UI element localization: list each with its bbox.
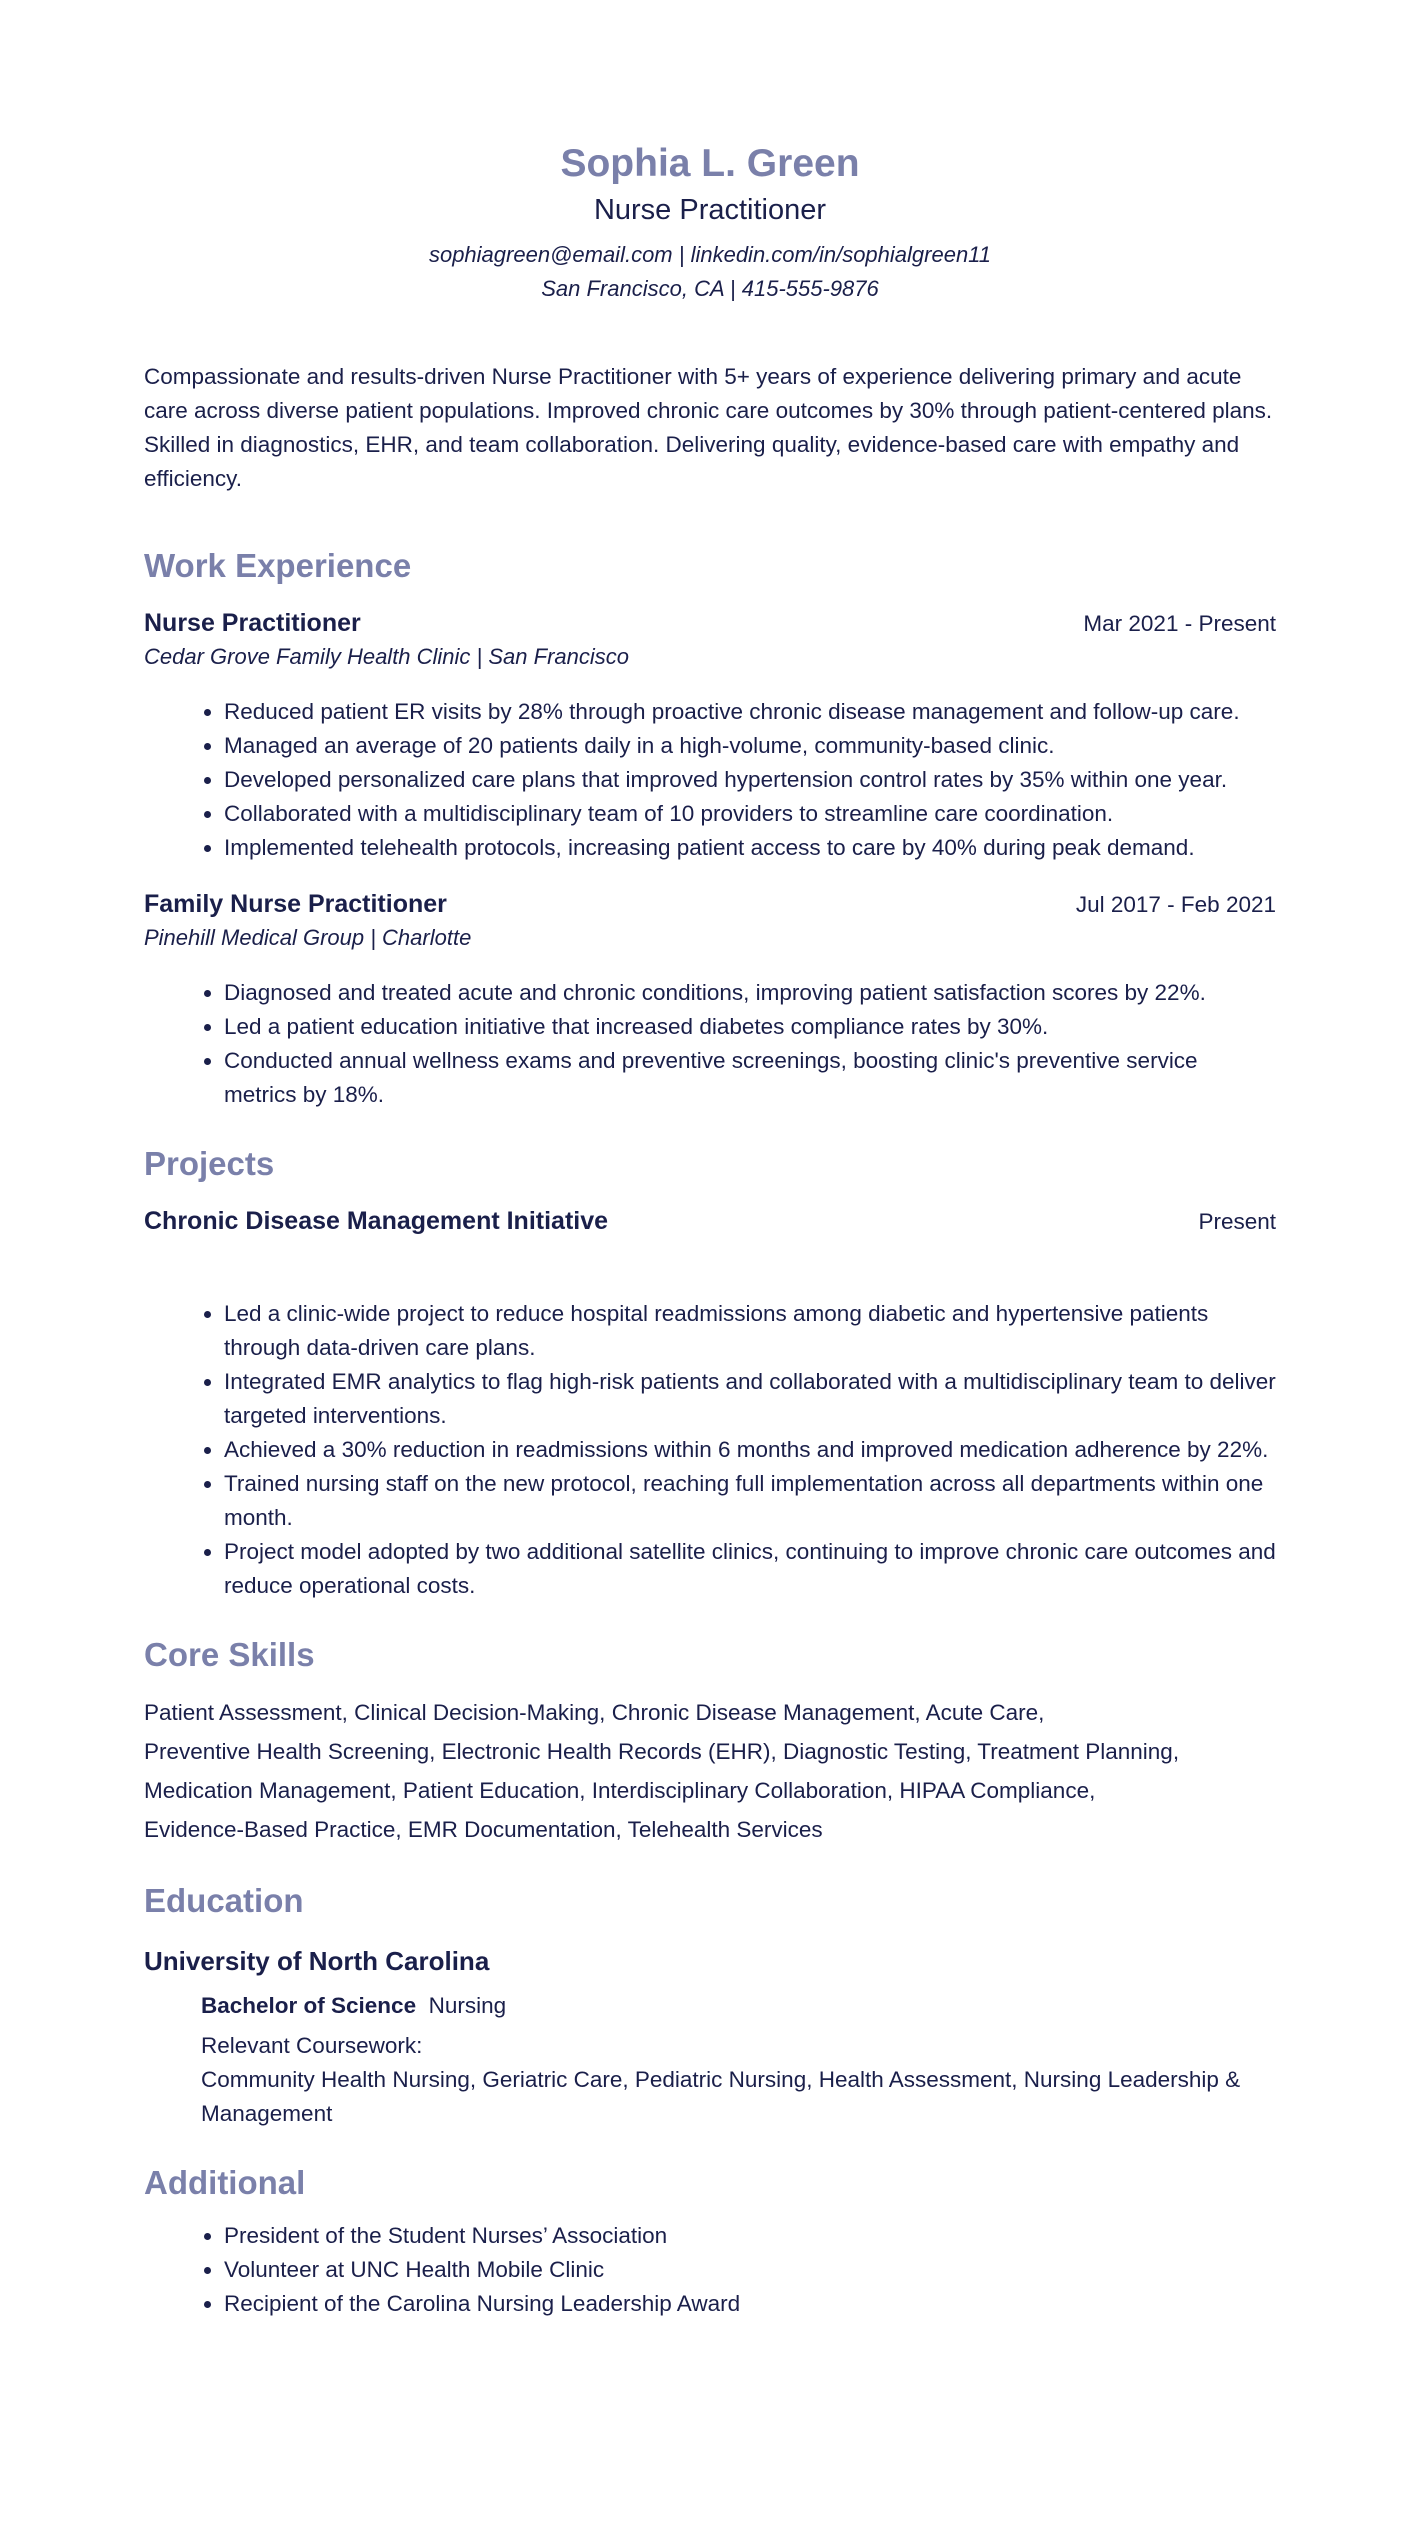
education-section — [144, 1879, 1276, 2131]
candidate-title: Nurse Practitioner — [593, 194, 827, 226]
job-dates: Jul 2017 - Feb 2021 — [1075, 892, 1276, 917]
bullet-item: • Implemented telehealth protocols, increasing patient access to care by 40% during peak demand. — [224, 831, 1276, 865]
additional-heading: Additional — [144, 2164, 306, 2201]
project-dates: Present — [1198, 1209, 1276, 1234]
bullet-item: • Achieved a 30% reduction in readmissions within 6 months and improved medication adherence by 22%. — [224, 1433, 1276, 1467]
summary-paragraph: Compassionate and results-driven Nurse Practitioner with 5+ years of experience delivering primary and acute care across diverse patient populations. Improved chronic care outcomes by 30% through patient-centered plans. Skilled in diagnostics, EHR, and team collaboration. Delivering quality, evidence-based care with empathy and efficiency. — [144, 364, 1273, 491]
candidate-name: Sophia L. Green — [560, 142, 860, 185]
skills-line: Evidence-Based Practice, EMR Documentation, Telehealth Services — [144, 1817, 823, 1842]
job-dates: Mar 2021 - Present — [1083, 611, 1276, 636]
bullet-item: • Trained nursing staff on the new protocol, reaching full implementation across all departments within one month. — [224, 1467, 1276, 1535]
job-organization: Pinehill Medical Group | Charlotte — [144, 925, 472, 950]
bullet-item: • Collaborated with a multidisciplinary team of 10 providers to streamline care coordination. — [224, 797, 1276, 831]
education-heading: Education — [144, 1882, 304, 1919]
project-title: Chronic Disease Management Initiative — [144, 1207, 609, 1235]
skills-heading: Core Skills — [144, 1636, 315, 1673]
project-bullets — [144, 1297, 1276, 1603]
bullet-item: • Led a clinic-wide project to reduce hospital readmissions among diabetic and hypertensive patients through data-driven care plans. — [224, 1297, 1276, 1365]
additional-bullets — [144, 2219, 1276, 2321]
projects-section — [144, 1142, 1276, 1603]
work-experience-section — [144, 544, 1276, 1112]
job-entry — [144, 887, 1276, 1112]
additional-section — [144, 2161, 1276, 2321]
skills-line: Patient Assessment, Clinical Decision-Making, Chronic Disease Management, Acute Care, — [144, 1700, 1045, 1725]
skills-section — [144, 1633, 1276, 1849]
bullet-item: • Led a patient education initiative that increased diabetes compliance rates by 30%. — [224, 1010, 1276, 1044]
skills-line: Medication Management, Patient Education, Interdisciplinary Collaboration, HIPAA Compliance, — [144, 1778, 1096, 1803]
bullet-item: • Project model adopted by two additional satellite clinics, continuing to improve chronic care outcomes and reduce operational costs. — [224, 1535, 1276, 1603]
contact-info — [144, 238, 1276, 306]
coursework-list: Community Health Nursing, Geriatric Care, Pediatric Nursing, Health Assessment, Nursing Leadership & Management — [201, 2067, 1241, 2126]
job-title: Nurse Practitioner — [144, 609, 361, 637]
bullet-item: • Managed an average of 20 patients daily in a high-volume, community-based clinic. — [224, 729, 1276, 763]
contact-line-location-phone: San Francisco, CA | 415-555-9876 — [541, 276, 879, 301]
bullet-item: • Diagnosed and treated acute and chronic conditions, improving patient satisfaction scores by 22%. — [224, 976, 1276, 1010]
skills-line: Preventive Health Screening, Electronic Health Records (EHR), Diagnostic Testing, Treatment Planning, — [144, 1739, 1180, 1764]
degree-field: Nursing — [428, 1993, 507, 2018]
school-name: University of North Carolina — [144, 1946, 490, 1976]
bullet-item: • President of the Student Nurses’ Association — [224, 2219, 1276, 2253]
job-bullets — [144, 976, 1276, 1112]
bullet-item: • Recipient of the Carolina Nursing Leadership Award — [224, 2287, 1276, 2321]
contact-line-email-linkedin: sophiagreen@email.com | linkedin.com/in/sophialgreen11 — [428, 242, 992, 267]
projects-heading: Projects — [144, 1145, 275, 1182]
degree-name: Bachelor of Science — [201, 1993, 417, 2018]
skills-list — [144, 1693, 1276, 1849]
bullet-item: • Developed personalized care plans that improved hypertension control rates by 35% within one year. — [224, 763, 1276, 797]
resume-header — [144, 140, 1276, 306]
job-organization: Cedar Grove Family Health Clinic | San Francisco — [144, 644, 629, 669]
project-entry — [144, 1204, 1276, 1603]
job-title: Family Nurse Practitioner — [144, 890, 447, 918]
work-experience-heading: Work Experience — [144, 547, 412, 584]
job-entry — [144, 606, 1276, 865]
education-details — [144, 1989, 1276, 2131]
job-bullets — [144, 695, 1276, 865]
bullet-item: • Volunteer at UNC Health Mobile Clinic — [224, 2253, 1276, 2287]
bullet-item: • Conducted annual wellness exams and preventive screenings, boosting clinic's preventive service metrics by 18%. — [224, 1044, 1276, 1112]
bullet-item: • Integrated EMR analytics to flag high-risk patients and collaborated with a multidisciplinary team to deliver targeted interventions. — [224, 1365, 1276, 1433]
bullet-item: • Reduced patient ER visits by 28% through proactive chronic disease management and follow-up care. — [224, 695, 1276, 729]
coursework-label: Relevant Coursework: — [201, 2033, 423, 2058]
degree-line — [201, 1989, 1276, 2023]
